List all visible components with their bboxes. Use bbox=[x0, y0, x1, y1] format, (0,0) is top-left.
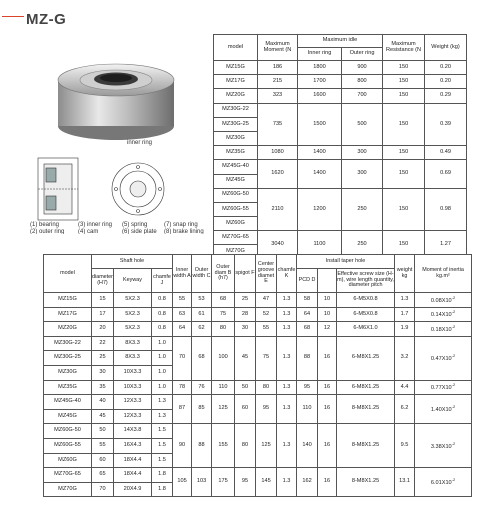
header-shaft-hole: Shaft hole bbox=[92, 255, 173, 269]
cell-diameter: 65 bbox=[92, 468, 114, 483]
cell-chamfer-k: 1.3 bbox=[277, 336, 297, 380]
cell-inertia bbox=[415, 380, 472, 395]
cell-outer-diameter: 155 bbox=[212, 424, 235, 468]
cell-outer-idle: 500 bbox=[342, 103, 383, 146]
cell-inner-idle: 1600 bbox=[298, 89, 342, 103]
cell-center-groove: 55 bbox=[256, 322, 277, 337]
table-row bbox=[44, 395, 472, 410]
cell-keyway: 18X4.4 bbox=[114, 468, 152, 483]
cell-inner-width: 105 bbox=[173, 468, 192, 497]
cell-diameter: 45 bbox=[92, 409, 114, 424]
cell-outer-width: 103 bbox=[192, 468, 212, 497]
inertia-exponent: -2 bbox=[451, 352, 456, 358]
cell-weight: 1.9 bbox=[395, 322, 415, 337]
cell-outer-idle: 300 bbox=[342, 146, 383, 160]
cell-moment: 186 bbox=[258, 61, 298, 75]
cell-spigot: 95 bbox=[235, 468, 256, 497]
cell-weight: 9.5 bbox=[395, 424, 415, 468]
cell-spigot: 28 bbox=[235, 307, 256, 322]
cell-outer-width: 53 bbox=[192, 293, 212, 308]
cell-keyway: 12X3.3 bbox=[114, 395, 152, 410]
cell-inner-width: 87 bbox=[173, 395, 192, 424]
cell-inertia bbox=[415, 336, 472, 380]
cell-chamfer-j: 1.0 bbox=[152, 380, 173, 395]
cell-chamfer-k: 1.3 bbox=[277, 307, 297, 322]
cell-pcd: 88 bbox=[297, 336, 318, 380]
clutch-illustration bbox=[30, 46, 210, 234]
header-model: model bbox=[44, 255, 92, 293]
cell-chamfer-j: 0.8 bbox=[152, 293, 173, 308]
cell-outer-idle: 250 bbox=[342, 188, 383, 231]
cell-inner-idle: 1400 bbox=[298, 160, 342, 188]
cell-outer-width: 62 bbox=[192, 322, 212, 337]
cell-moment: 323 bbox=[258, 89, 298, 103]
cell-inertia bbox=[415, 307, 472, 322]
dimensions-table bbox=[43, 254, 472, 497]
header-weight: Weight (kg) bbox=[425, 35, 467, 61]
cell-screw-size: 6-M5X0.8 bbox=[337, 293, 395, 308]
cell-pcd: 162 bbox=[297, 468, 318, 497]
header-moment-of-inertia: Moment of inertia kg.m² bbox=[415, 255, 472, 293]
cell-resistance: 150 bbox=[383, 75, 425, 89]
cell-screw-size: 6-M8X1.25 bbox=[337, 380, 395, 395]
inertia-value: 6.01X10 bbox=[430, 479, 452, 486]
cell-chamfer-k: 1.3 bbox=[277, 468, 297, 497]
cell-center-groove: 145 bbox=[256, 468, 277, 497]
header-outer-ring: Outer ring bbox=[342, 48, 383, 61]
cell-pcd: 68 bbox=[297, 322, 318, 337]
cell-moment: 1080 bbox=[258, 146, 298, 160]
cell-inertia bbox=[415, 424, 472, 468]
table-row bbox=[44, 322, 472, 337]
cell-outer-diameter: 80 bbox=[212, 322, 235, 337]
cell-model: MZ17G bbox=[44, 307, 92, 322]
cell-inner-width: 70 bbox=[173, 336, 192, 380]
cell-model: MZ70G-65 bbox=[214, 231, 258, 245]
cell-moment: 1620 bbox=[258, 160, 298, 188]
table-row bbox=[214, 75, 467, 89]
cell-weight: 1.27 bbox=[425, 231, 467, 259]
header-inner-width: Inner width A bbox=[173, 255, 192, 293]
cell-resistance: 150 bbox=[383, 61, 425, 75]
cell-screw-size: 6-M5X0.8 bbox=[337, 307, 395, 322]
cell-diameter: 60 bbox=[92, 453, 114, 468]
cell-inertia bbox=[415, 468, 472, 497]
cell-weight: 0.20 bbox=[425, 61, 467, 75]
cell-spigot: 30 bbox=[235, 322, 256, 337]
cell-moment: 3040 bbox=[258, 231, 298, 259]
cell-weight: 6.2 bbox=[395, 395, 415, 424]
cell-outer-width: 76 bbox=[192, 380, 212, 395]
cell-pcd: 64 bbox=[297, 307, 318, 322]
header-screw-count bbox=[318, 269, 337, 293]
table-row bbox=[214, 89, 467, 103]
header-screw-size: Effective screw size (H-m), wire length quantity, diameter pitch bbox=[337, 269, 395, 293]
legend-item: (1) bearing bbox=[30, 222, 60, 228]
parts-legend bbox=[30, 222, 204, 234]
inertia-exponent: -2 bbox=[451, 382, 456, 388]
cell-chamfer-j: 1.8 bbox=[152, 482, 173, 497]
cell-keyway: 14X3.8 bbox=[114, 424, 152, 439]
cell-diameter: 22 bbox=[92, 336, 114, 351]
cell-center-groove: 47 bbox=[256, 293, 277, 308]
cell-moment: 735 bbox=[258, 103, 298, 146]
cell-center-groove: 52 bbox=[256, 307, 277, 322]
cell-model: MZ60G bbox=[214, 217, 258, 231]
cell-screw-size: 8-M8X1.25 bbox=[337, 424, 395, 468]
cell-screw-size: 8-M8X1.25 bbox=[337, 468, 395, 497]
cell-keyway: 18X4.4 bbox=[114, 453, 152, 468]
cell-screw-count: 16 bbox=[318, 395, 337, 424]
cell-model: MZ30G bbox=[44, 365, 92, 380]
cell-screw-count: 12 bbox=[318, 322, 337, 337]
cell-keyway: 10X3.3 bbox=[114, 380, 152, 395]
cell-inertia bbox=[415, 322, 472, 337]
cell-chamfer-j: 1.5 bbox=[152, 453, 173, 468]
cell-keyway: 8X3.3 bbox=[114, 351, 152, 366]
cell-diameter: 15 bbox=[92, 293, 114, 308]
cell-model: MZ15G bbox=[214, 61, 258, 75]
cell-screw-size: 6-M8X1.25 bbox=[337, 336, 395, 380]
cell-weight: 1.3 bbox=[395, 293, 415, 308]
header-chamfer-j: chamfe J bbox=[152, 269, 173, 293]
header-center-groove: Center groove diamet E bbox=[256, 255, 277, 293]
cell-chamfer-k: 1.3 bbox=[277, 293, 297, 308]
cell-weight: 0.98 bbox=[425, 188, 467, 231]
legend-item: (6) side plate bbox=[122, 229, 157, 234]
cell-screw-count: 10 bbox=[318, 293, 337, 308]
inertia-exponent: -2 bbox=[451, 294, 456, 300]
table-row bbox=[44, 293, 472, 308]
inertia-value: 0.77X10 bbox=[430, 384, 452, 391]
legend-item: (3) inner ring bbox=[78, 222, 113, 228]
table-row bbox=[44, 424, 472, 439]
header-max-idle: Maximum idle bbox=[298, 35, 383, 48]
table-row bbox=[214, 146, 467, 160]
table-row bbox=[44, 336, 472, 351]
cell-screw-size: 6-M6X1.0 bbox=[337, 322, 395, 337]
cell-chamfer-k: 1.3 bbox=[277, 395, 297, 424]
header-keyway: Keyway bbox=[114, 269, 152, 293]
inertia-value: 0.47X10 bbox=[430, 355, 452, 362]
cell-model: MZ45G-40 bbox=[214, 160, 258, 174]
cell-model: MZ30G-22 bbox=[44, 336, 92, 351]
inertia-exponent: -2 bbox=[451, 440, 456, 446]
header-outer-width: Outer width C bbox=[192, 255, 212, 293]
cell-model: MZ35G bbox=[44, 380, 92, 395]
title-accent-rule bbox=[2, 16, 24, 17]
cell-spigot: 25 bbox=[235, 293, 256, 308]
cell-outer-width: 85 bbox=[192, 395, 212, 424]
cell-model: MZ17G bbox=[214, 75, 258, 89]
cell-center-groove: 75 bbox=[256, 336, 277, 380]
cell-keyway: 16X4.3 bbox=[114, 438, 152, 453]
cell-keyway: 10X3.3 bbox=[114, 365, 152, 380]
cell-model: MZ15G bbox=[44, 293, 92, 308]
cell-weight: 0.20 bbox=[425, 75, 467, 89]
header-model: model bbox=[214, 35, 258, 61]
inertia-value: 0.08X10 bbox=[430, 297, 452, 304]
header-outer-diameter: Outer diam B (h7) bbox=[212, 255, 235, 293]
cell-chamfer-j: 1.3 bbox=[152, 395, 173, 410]
cell-weight: 0.39 bbox=[425, 103, 467, 146]
header-weight: weight kg bbox=[395, 255, 415, 293]
inertia-exponent: -2 bbox=[451, 309, 456, 315]
cell-screw-count: 16 bbox=[318, 468, 337, 497]
cell-screw-count: 10 bbox=[318, 307, 337, 322]
cell-inertia bbox=[415, 293, 472, 308]
cell-outer-idle: 800 bbox=[342, 75, 383, 89]
cell-screw-count: 16 bbox=[318, 380, 337, 395]
cell-model: MZ60G-50 bbox=[214, 188, 258, 202]
table-row bbox=[214, 61, 467, 75]
cell-diameter: 40 bbox=[92, 395, 114, 410]
cell-outer-idle: 250 bbox=[342, 231, 383, 259]
cell-diameter: 70 bbox=[92, 482, 114, 497]
cell-chamfer-k: 1.3 bbox=[277, 380, 297, 395]
cell-pcd: 95 bbox=[297, 380, 318, 395]
inertia-value: 0.18X10 bbox=[430, 326, 452, 333]
cell-inner-width: 90 bbox=[173, 424, 192, 468]
cell-moment: 2110 bbox=[258, 188, 298, 231]
cell-outer-diameter: 100 bbox=[212, 336, 235, 380]
cell-weight: 13.1 bbox=[395, 468, 415, 497]
inertia-exponent: -2 bbox=[451, 323, 456, 329]
header-pcd: PCD D bbox=[297, 269, 318, 293]
cell-weight: 1.7 bbox=[395, 307, 415, 322]
cell-outer-idle: 300 bbox=[342, 160, 383, 188]
header-install-taper-hole: Install taper hole bbox=[297, 255, 395, 269]
table-row bbox=[44, 468, 472, 483]
cell-model: MZ70G bbox=[44, 482, 92, 497]
cell-resistance: 150 bbox=[383, 103, 425, 146]
header-chamfer-k: chamfe K bbox=[277, 255, 297, 293]
cell-outer-width: 68 bbox=[192, 336, 212, 380]
cell-model: MZ70G bbox=[214, 245, 258, 259]
cell-model: MZ30G bbox=[214, 131, 258, 145]
cell-chamfer-j: 0.8 bbox=[152, 322, 173, 337]
inertia-value: 3.38X10 bbox=[430, 443, 452, 450]
cell-keyway: 12X3.3 bbox=[114, 409, 152, 424]
cell-resistance: 150 bbox=[383, 160, 425, 188]
cell-chamfer-j: 1.0 bbox=[152, 365, 173, 380]
table-row bbox=[44, 307, 472, 322]
cell-diameter: 20 bbox=[92, 322, 114, 337]
cell-pcd: 110 bbox=[297, 395, 318, 424]
cell-chamfer-j: 1.0 bbox=[152, 351, 173, 366]
header-diameter: diameter (H7) bbox=[92, 269, 114, 293]
legend-item: (8) brake lining bbox=[164, 229, 204, 234]
cell-spigot: 60 bbox=[235, 395, 256, 424]
cell-weight: 3.2 bbox=[395, 336, 415, 380]
cell-chamfer-j: 0.8 bbox=[152, 307, 173, 322]
cell-chamfer-j: 1.5 bbox=[152, 424, 173, 439]
cell-screw-count: 16 bbox=[318, 424, 337, 468]
cell-diameter: 35 bbox=[92, 380, 114, 395]
page-title: MZ-G bbox=[26, 11, 67, 28]
cell-model: MZ35G bbox=[214, 146, 258, 160]
cell-spigot: 50 bbox=[235, 380, 256, 395]
cell-model: MZ45G bbox=[214, 174, 258, 188]
cell-keyway: 8X3.3 bbox=[114, 336, 152, 351]
cell-inner-idle: 1200 bbox=[298, 188, 342, 231]
cell-diameter: 30 bbox=[92, 365, 114, 380]
cell-outer-idle: 900 bbox=[342, 61, 383, 75]
cell-inertia bbox=[415, 395, 472, 424]
cell-inner-idle: 1500 bbox=[298, 103, 342, 146]
cell-keyway: 5X2.3 bbox=[114, 322, 152, 337]
cell-weight: 0.69 bbox=[425, 160, 467, 188]
cell-inner-idle: 1700 bbox=[298, 75, 342, 89]
header-spigot: spigot F bbox=[235, 255, 256, 293]
cell-outer-diameter: 110 bbox=[212, 380, 235, 395]
cell-inner-idle: 1800 bbox=[298, 61, 342, 75]
cell-weight: 4.4 bbox=[395, 380, 415, 395]
cell-model: MZ60G-50 bbox=[44, 424, 92, 439]
table-row bbox=[214, 103, 467, 117]
cell-weight: 0.49 bbox=[425, 146, 467, 160]
cell-center-groove: 80 bbox=[256, 380, 277, 395]
inertia-exponent: -2 bbox=[451, 404, 456, 410]
cell-center-groove: 95 bbox=[256, 395, 277, 424]
cell-moment: 215 bbox=[258, 75, 298, 89]
legend-item: (4) cam bbox=[78, 229, 99, 234]
cell-outer-width: 88 bbox=[192, 424, 212, 468]
cell-resistance: 150 bbox=[383, 188, 425, 231]
section-sub-label: inner ring bbox=[127, 140, 153, 146]
header-inner-ring: Inner ring bbox=[298, 48, 342, 61]
cell-chamfer-k: 1.3 bbox=[277, 424, 297, 468]
inertia-value: 0.14X10 bbox=[430, 312, 452, 319]
cell-resistance: 150 bbox=[383, 89, 425, 103]
cell-resistance: 150 bbox=[383, 146, 425, 160]
cell-model: MZ45G bbox=[44, 409, 92, 424]
cell-model: MZ30G-25 bbox=[214, 117, 258, 131]
cell-model: MZ70G-65 bbox=[44, 468, 92, 483]
cell-center-groove: 125 bbox=[256, 424, 277, 468]
cell-diameter: 25 bbox=[92, 351, 114, 366]
cell-model: MZ60G-55 bbox=[44, 438, 92, 453]
cell-model: MZ20G bbox=[44, 322, 92, 337]
cell-outer-diameter: 75 bbox=[212, 307, 235, 322]
cell-chamfer-j: 1.3 bbox=[152, 409, 173, 424]
cell-chamfer-j: 1.5 bbox=[152, 438, 173, 453]
cell-outer-diameter: 125 bbox=[212, 395, 235, 424]
cell-screw-size: 8-M8X1.25 bbox=[337, 395, 395, 424]
cross-section-drawing bbox=[38, 158, 164, 220]
cell-pcd: 140 bbox=[297, 424, 318, 468]
cell-outer-width: 61 bbox=[192, 307, 212, 322]
cell-outer-idle: 700 bbox=[342, 89, 383, 103]
table-row bbox=[214, 231, 467, 245]
cell-inner-idle: 1400 bbox=[298, 146, 342, 160]
header-max-moment: Maximum Moment (N bbox=[258, 35, 298, 61]
legend-item: (5) spring bbox=[122, 222, 148, 228]
cell-chamfer-j: 1.8 bbox=[152, 468, 173, 483]
cell-keyway: 20X4.9 bbox=[114, 482, 152, 497]
cell-inner-width: 64 bbox=[173, 322, 192, 337]
inertia-value: 1.40X10 bbox=[430, 406, 452, 413]
header-max-resistance: Maximum Resistance (N bbox=[383, 35, 425, 61]
cell-chamfer-j: 1.0 bbox=[152, 336, 173, 351]
cell-weight: 0.29 bbox=[425, 89, 467, 103]
cell-pcd: 58 bbox=[297, 293, 318, 308]
table-row bbox=[44, 380, 472, 395]
cell-screw-count: 16 bbox=[318, 336, 337, 380]
cell-inner-idle: 1100 bbox=[298, 231, 342, 259]
cell-diameter: 50 bbox=[92, 424, 114, 439]
cell-diameter: 55 bbox=[92, 438, 114, 453]
cell-model: MZ20G bbox=[214, 89, 258, 103]
performance-table bbox=[213, 34, 467, 260]
inertia-exponent: -2 bbox=[451, 476, 456, 482]
cell-inner-width: 63 bbox=[173, 307, 192, 322]
cell-model: MZ30G-25 bbox=[44, 351, 92, 366]
cell-keyway: 5X2.3 bbox=[114, 307, 152, 322]
cell-chamfer-k: 1.3 bbox=[277, 322, 297, 337]
legend-item: (7) snap ring bbox=[164, 222, 198, 228]
cell-model: MZ60G-55 bbox=[214, 202, 258, 216]
table-row bbox=[214, 188, 467, 202]
cell-diameter: 17 bbox=[92, 307, 114, 322]
table-row bbox=[214, 160, 467, 174]
cell-spigot: 45 bbox=[235, 336, 256, 380]
cell-keyway: 5X2.3 bbox=[114, 293, 152, 308]
clutch-photo bbox=[58, 64, 174, 140]
legend-item: (2) outer ring bbox=[30, 229, 65, 234]
cell-model: MZ60G bbox=[44, 453, 92, 468]
cell-inner-width: 78 bbox=[173, 380, 192, 395]
cell-inner-width: 55 bbox=[173, 293, 192, 308]
cell-outer-diameter: 175 bbox=[212, 468, 235, 497]
cell-resistance: 150 bbox=[383, 231, 425, 259]
cell-model: MZ30G-22 bbox=[214, 103, 258, 117]
cell-spigot: 80 bbox=[235, 424, 256, 468]
cell-outer-diameter: 68 bbox=[212, 293, 235, 308]
cell-model: MZ45G-40 bbox=[44, 395, 92, 410]
